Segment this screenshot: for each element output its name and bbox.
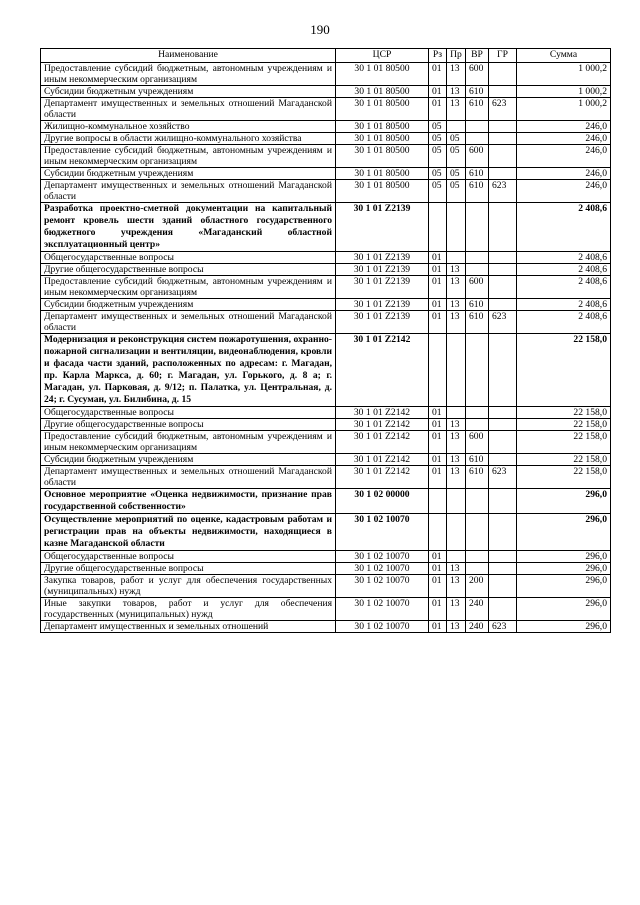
table-row: [41, 563, 611, 575]
cell-rz: 01: [429, 598, 447, 621]
cell-name: Департамент имущественных и земельных отношений: [41, 621, 336, 633]
cell-rz: [429, 514, 447, 551]
cell-sum: 246,0: [517, 121, 611, 133]
cell-gr: [489, 168, 517, 180]
cell-pr: 13: [447, 299, 466, 311]
cell-vr: 600: [466, 431, 489, 454]
cell-pr: 13: [447, 575, 466, 598]
cell-sum: 296,0: [517, 575, 611, 598]
cell-sum: 2 408,6: [517, 203, 611, 252]
cell-rz: 05: [429, 121, 447, 133]
cell-vr: 600: [466, 145, 489, 168]
cell-gr: [489, 407, 517, 419]
cell-gr: [489, 86, 517, 98]
cell-csr: 30 1 01 Z2139: [336, 264, 429, 276]
header-vr: ВР: [466, 49, 489, 63]
cell-name: Основное мероприятие «Оценка недвижимости, признание прав государственной собственности»: [41, 489, 336, 514]
table-row: [41, 203, 611, 252]
table-row: [41, 419, 611, 431]
cell-pr: 13: [447, 454, 466, 466]
cell-csr: 30 1 02 10070: [336, 514, 429, 551]
cell-sum: 296,0: [517, 621, 611, 633]
cell-gr: [489, 575, 517, 598]
cell-vr: 610: [466, 299, 489, 311]
cell-csr: 30 1 01 80500: [336, 133, 429, 145]
table-row: [41, 264, 611, 276]
cell-name: Общегосударственные вопросы: [41, 407, 336, 419]
cell-pr: 13: [447, 466, 466, 489]
cell-vr: [466, 489, 489, 514]
cell-vr: 610: [466, 466, 489, 489]
table-row: [41, 145, 611, 168]
cell-pr: 05: [447, 180, 466, 203]
cell-rz: 01: [429, 98, 447, 121]
cell-gr: [489, 489, 517, 514]
cell-gr: [489, 299, 517, 311]
cell-name: Департамент имущественных и земельных отношений Магаданской области: [41, 311, 336, 334]
cell-gr: [489, 563, 517, 575]
cell-gr: [489, 264, 517, 276]
cell-name: Жилищно-коммунальное хозяйство: [41, 121, 336, 133]
cell-rz: 01: [429, 431, 447, 454]
cell-rz: 01: [429, 86, 447, 98]
cell-gr: [489, 514, 517, 551]
table-row: [41, 621, 611, 633]
page-number: 190: [310, 22, 330, 37]
table-row: [41, 133, 611, 145]
cell-vr: 610: [466, 86, 489, 98]
cell-name: Субсидии бюджетным учреждениям: [41, 299, 336, 311]
cell-rz: 01: [429, 466, 447, 489]
cell-sum: 246,0: [517, 168, 611, 180]
cell-vr: [466, 514, 489, 551]
cell-gr: [489, 551, 517, 563]
cell-rz: 01: [429, 563, 447, 575]
table-row: [41, 514, 611, 551]
cell-csr: 30 1 01 Z2142: [336, 454, 429, 466]
cell-name: Субсидии бюджетным учреждениям: [41, 168, 336, 180]
cell-csr: 30 1 01 80500: [336, 180, 429, 203]
cell-gr: 623: [489, 621, 517, 633]
cell-vr: [466, 121, 489, 133]
cell-sum: 22 158,0: [517, 334, 611, 407]
cell-pr: [447, 121, 466, 133]
cell-sum: 296,0: [517, 489, 611, 514]
cell-name: Осуществление мероприятий по оценке, кадастровым работам и регистрации прав на объекты недвижимости, находящиеся в казне Магаданской области: [41, 514, 336, 551]
table-row: [41, 454, 611, 466]
cell-rz: 01: [429, 311, 447, 334]
cell-csr: 30 1 01 Z2139: [336, 203, 429, 252]
table-body: [41, 63, 611, 633]
cell-vr: [466, 334, 489, 407]
cell-rz: [429, 489, 447, 514]
header-pr: Пр: [447, 49, 466, 63]
table-row: [41, 431, 611, 454]
cell-name: Другие общегосударственные вопросы: [41, 419, 336, 431]
header-name: Наименование: [41, 49, 336, 63]
cell-sum: 296,0: [517, 563, 611, 575]
cell-name: Предоставление субсидий бюджетным, автономным учреждениям и иным некоммерческим организациям: [41, 276, 336, 299]
table-row: [41, 407, 611, 419]
cell-sum: 296,0: [517, 598, 611, 621]
cell-csr: 30 1 01 Z2142: [336, 466, 429, 489]
cell-csr: 30 1 01 Z2139: [336, 252, 429, 264]
cell-pr: 13: [447, 431, 466, 454]
table-row: [41, 121, 611, 133]
cell-csr: 30 1 02 10070: [336, 563, 429, 575]
cell-vr: [466, 551, 489, 563]
cell-pr: 13: [447, 598, 466, 621]
cell-gr: 623: [489, 180, 517, 203]
cell-gr: [489, 121, 517, 133]
cell-name: Общегосударственные вопросы: [41, 252, 336, 264]
cell-vr: [466, 407, 489, 419]
cell-csr: 30 1 01 Z2142: [336, 407, 429, 419]
cell-csr: 30 1 01 Z2142: [336, 431, 429, 454]
cell-gr: [489, 133, 517, 145]
cell-gr: 623: [489, 98, 517, 121]
cell-sum: 22 158,0: [517, 454, 611, 466]
cell-pr: [447, 407, 466, 419]
cell-vr: 240: [466, 598, 489, 621]
cell-name: Общегосударственные вопросы: [41, 551, 336, 563]
cell-name: Департамент имущественных и земельных отношений Магаданской области: [41, 180, 336, 203]
cell-rz: 01: [429, 454, 447, 466]
cell-rz: 01: [429, 621, 447, 633]
cell-gr: [489, 419, 517, 431]
header-sum: Сумма: [517, 49, 611, 63]
table-row: [41, 575, 611, 598]
cell-rz: 01: [429, 264, 447, 276]
cell-vr: 600: [466, 276, 489, 299]
cell-name: Иные закупки товаров, работ и услуг для обеспечения государственных (муниципальных) нужд: [41, 598, 336, 621]
cell-name: Департамент имущественных и земельных отношений Магаданской области: [41, 98, 336, 121]
cell-csr: 30 1 02 10070: [336, 621, 429, 633]
cell-name: Субсидии бюджетным учреждениям: [41, 86, 336, 98]
cell-csr: 30 1 01 80500: [336, 86, 429, 98]
cell-pr: 13: [447, 63, 466, 86]
cell-name: Закупка товаров, работ и услуг для обеспечения государственных (муниципальных) нужд: [41, 575, 336, 598]
cell-gr: [489, 431, 517, 454]
cell-csr: 30 1 01 Z2142: [336, 334, 429, 407]
cell-rz: 01: [429, 419, 447, 431]
cell-gr: [489, 276, 517, 299]
table-row: [41, 551, 611, 563]
cell-name: Модернизация и реконструкция систем пожаротушения, охранно-пожарной сигнализации и вентиляции, видеонаблюдения, кровли и фасада части зданий, расположенных по адресам: г. Магадан, пр. Карла Маркса, д. 60; г. Магадан, ул. Горького, д. 8 а; г. Магадан, ул. Парковая, д. 9/12; п. Палатка, ул. Центральная, д. 24; г. Сусуман, ул. Билибина, д. 15: [41, 334, 336, 407]
cell-pr: [447, 203, 466, 252]
table-row: [41, 168, 611, 180]
cell-sum: 22 158,0: [517, 407, 611, 419]
cell-vr: 610: [466, 168, 489, 180]
cell-rz: 01: [429, 299, 447, 311]
cell-rz: 01: [429, 551, 447, 563]
cell-vr: 610: [466, 454, 489, 466]
table-header-row: [41, 49, 611, 63]
cell-pr: 13: [447, 621, 466, 633]
cell-csr: 30 1 02 10070: [336, 575, 429, 598]
cell-csr: 30 1 02 00000: [336, 489, 429, 514]
cell-rz: 05: [429, 168, 447, 180]
cell-csr: 30 1 01 Z2139: [336, 276, 429, 299]
cell-vr: 610: [466, 180, 489, 203]
cell-vr: [466, 203, 489, 252]
cell-gr: [489, 252, 517, 264]
cell-name: Предоставление субсидий бюджетным, автономным учреждениям и иным некоммерческим организациям: [41, 63, 336, 86]
cell-sum: 1 000,2: [517, 98, 611, 121]
cell-rz: 05: [429, 145, 447, 168]
table-row: [41, 299, 611, 311]
cell-sum: 1 000,2: [517, 86, 611, 98]
cell-gr: [489, 598, 517, 621]
cell-vr: 240: [466, 621, 489, 633]
cell-rz: 01: [429, 63, 447, 86]
cell-sum: 2 408,6: [517, 252, 611, 264]
cell-sum: 2 408,6: [517, 311, 611, 334]
cell-pr: 13: [447, 419, 466, 431]
cell-sum: 296,0: [517, 551, 611, 563]
cell-rz: 01: [429, 575, 447, 598]
cell-vr: [466, 252, 489, 264]
cell-pr: 13: [447, 311, 466, 334]
cell-csr: 30 1 01 80500: [336, 63, 429, 86]
cell-csr: 30 1 01 80500: [336, 168, 429, 180]
cell-pr: [447, 489, 466, 514]
cell-csr: 30 1 02 10070: [336, 598, 429, 621]
cell-name: Департамент имущественных и земельных отношений Магаданской области: [41, 466, 336, 489]
cell-sum: 2 408,6: [517, 299, 611, 311]
cell-sum: 1 000,2: [517, 63, 611, 86]
cell-name: Другие вопросы в области жилищно-коммунального хозяйства: [41, 133, 336, 145]
cell-csr: 30 1 01 Z2139: [336, 299, 429, 311]
table-row: [41, 63, 611, 86]
table-row: [41, 598, 611, 621]
cell-csr: 30 1 01 80500: [336, 145, 429, 168]
cell-vr: [466, 419, 489, 431]
table-row: [41, 276, 611, 299]
header-rz: Рз: [429, 49, 447, 63]
cell-vr: 610: [466, 311, 489, 334]
cell-pr: 13: [447, 86, 466, 98]
cell-gr: [489, 145, 517, 168]
cell-vr: [466, 264, 489, 276]
cell-sum: 246,0: [517, 180, 611, 203]
cell-pr: 13: [447, 276, 466, 299]
cell-pr: [447, 334, 466, 407]
cell-sum: 22 158,0: [517, 419, 611, 431]
cell-rz: 01: [429, 252, 447, 264]
cell-pr: 13: [447, 264, 466, 276]
cell-vr: 600: [466, 63, 489, 86]
cell-pr: [447, 252, 466, 264]
cell-rz: 01: [429, 276, 447, 299]
cell-sum: 296,0: [517, 514, 611, 551]
budget-table: [40, 48, 611, 633]
cell-gr: 623: [489, 311, 517, 334]
cell-pr: 05: [447, 168, 466, 180]
cell-sum: 2 408,6: [517, 264, 611, 276]
table-row: [41, 466, 611, 489]
cell-pr: [447, 551, 466, 563]
header-gr: ГР: [489, 49, 517, 63]
cell-rz: [429, 203, 447, 252]
cell-gr: 623: [489, 466, 517, 489]
cell-vr: 200: [466, 575, 489, 598]
cell-vr: 610: [466, 98, 489, 121]
cell-rz: 01: [429, 407, 447, 419]
cell-vr: [466, 563, 489, 575]
cell-name: Другие общегосударственные вопросы: [41, 264, 336, 276]
cell-pr: 13: [447, 98, 466, 121]
table-row: [41, 98, 611, 121]
cell-pr: 13: [447, 563, 466, 575]
cell-csr: 30 1 01 80500: [336, 121, 429, 133]
table-row: [41, 252, 611, 264]
table-row: [41, 311, 611, 334]
cell-csr: 30 1 01 80500: [336, 98, 429, 121]
cell-csr: 30 1 02 10070: [336, 551, 429, 563]
cell-sum: 2 408,6: [517, 276, 611, 299]
cell-gr: [489, 203, 517, 252]
table-row: [41, 86, 611, 98]
cell-gr: [489, 334, 517, 407]
cell-sum: 246,0: [517, 145, 611, 168]
cell-gr: [489, 63, 517, 86]
cell-vr: [466, 133, 489, 145]
cell-pr: 05: [447, 133, 466, 145]
cell-pr: [447, 514, 466, 551]
cell-rz: 05: [429, 133, 447, 145]
cell-rz: 05: [429, 180, 447, 203]
header-csr: ЦСР: [336, 49, 429, 63]
cell-name: Разработка проектно-сметной документации на капитальный ремонт кровель шести зданий областного государственного бюджетного учреждения «Магаданский областной эксплуатационный центр»: [41, 203, 336, 252]
table-row: [41, 180, 611, 203]
cell-sum: 246,0: [517, 133, 611, 145]
table-row: [41, 334, 611, 407]
cell-name: Предоставление субсидий бюджетным, автономным учреждениям и иным некоммерческим организациям: [41, 145, 336, 168]
cell-gr: [489, 454, 517, 466]
cell-sum: 22 158,0: [517, 431, 611, 454]
cell-name: Предоставление субсидий бюджетным, автономным учреждениям и иным некоммерческим организациям: [41, 431, 336, 454]
cell-name: Другие общегосударственные вопросы: [41, 563, 336, 575]
cell-csr: 30 1 01 Z2139: [336, 311, 429, 334]
cell-csr: 30 1 01 Z2142: [336, 419, 429, 431]
cell-name: Субсидии бюджетным учреждениям: [41, 454, 336, 466]
cell-pr: 05: [447, 145, 466, 168]
cell-sum: 22 158,0: [517, 466, 611, 489]
table-row: [41, 489, 611, 514]
cell-rz: [429, 334, 447, 407]
